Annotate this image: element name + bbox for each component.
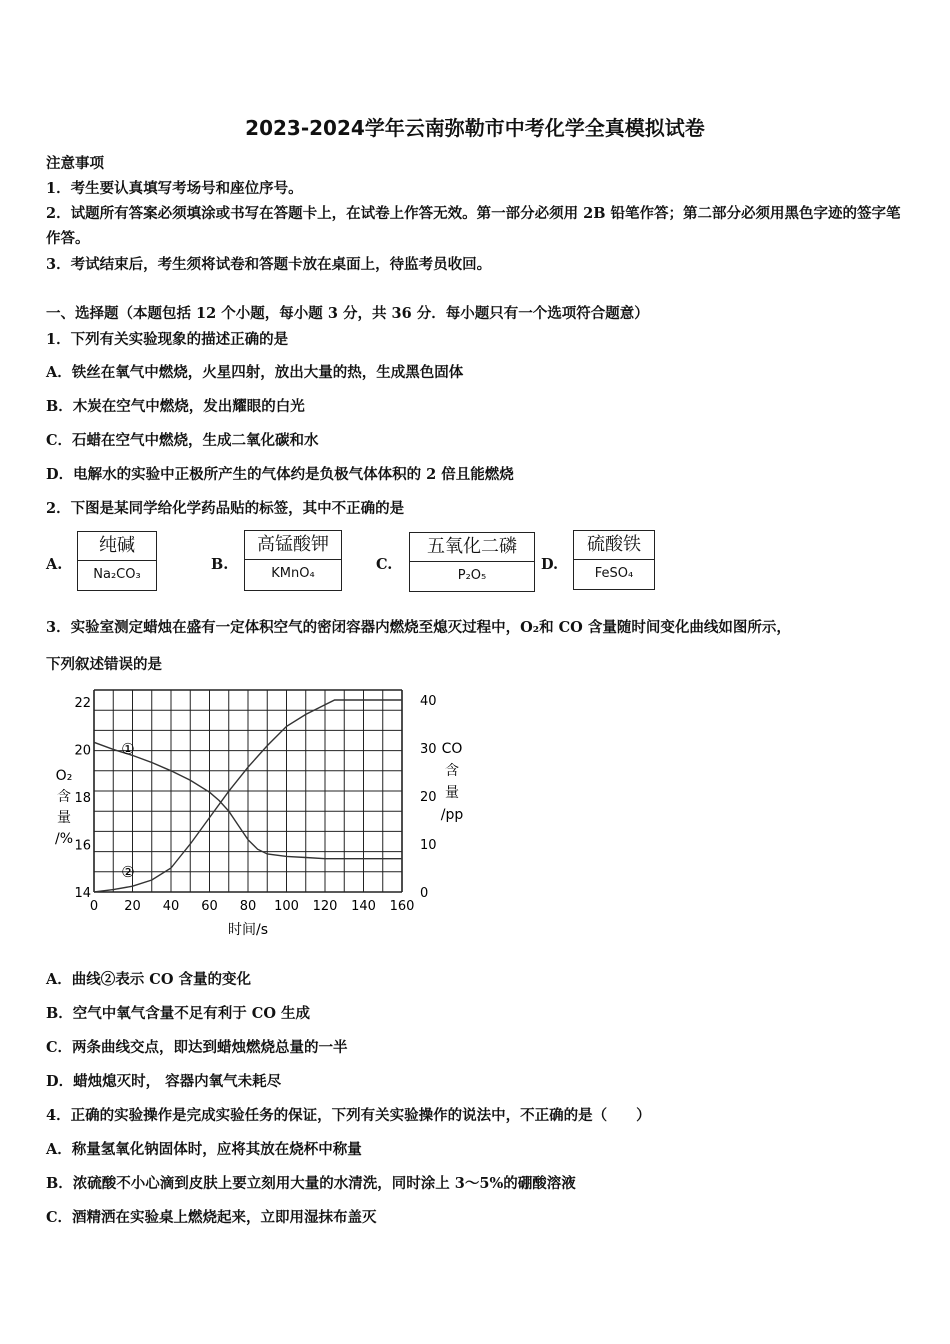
q2-label-c-letter: C. <box>376 556 393 573</box>
notice-heading: 注意事项 <box>46 155 104 172</box>
q4-option-a: A．称量氢氧化钠固体时，应将其放在烧杯中称量 <box>46 1141 362 1158</box>
notice-item-3: 3．考试结束后，考生须将试卷和答题卡放在桌面上，待监考员收回。 <box>46 256 492 273</box>
x-tick-label: 40 <box>162 899 180 914</box>
q3-option-c: C．两条曲线交点，即达到蜡烛燃烧总量的一半 <box>46 1039 348 1056</box>
q2-label-c-formula: P₂O₅ <box>457 568 487 583</box>
q2-label-a-formula: Na₂CO₃ <box>93 567 141 582</box>
x-tick-label: 160 <box>389 899 415 914</box>
q2-label-d-formula: FeSO₄ <box>594 566 634 581</box>
y-right-tick-label: 20 <box>420 790 437 805</box>
x-tick-label: 80 <box>239 899 257 914</box>
x-tick-label: 120 <box>312 899 338 914</box>
page-title: 2023-2024学年云南弥勒市中考化学全真模拟试卷 <box>245 116 705 140</box>
y-right-tick-label: 10 <box>420 838 437 853</box>
y-left-tick-label: 22 <box>74 695 91 711</box>
y-right-tick-label: 0 <box>420 886 429 901</box>
q3-option-b: B．空气中氧气含量不足有利于 CO 生成 <box>46 1005 311 1022</box>
o2-co-chart <box>40 680 480 945</box>
x-tick-label: 100 <box>274 899 299 914</box>
x-tick-label: 60 <box>201 899 218 914</box>
q1-option-a: A．铁丝在氧气中燃烧，火星四射，放出大量的热，生成黑色固体 <box>46 364 464 381</box>
curve-label-1: ① <box>121 740 135 758</box>
q2-label-c-name: 五氧化二磷 <box>410 533 534 562</box>
notice-item-1: 1．考生要认真填写考场号和座位序号。 <box>46 180 303 197</box>
q1-option-c: C．石蜡在空气中燃烧，生成二氧化碳和水 <box>46 432 319 449</box>
q2-stem: 2．下图是某同学给化学药品贴的标签，其中不正确的是 <box>46 500 405 517</box>
y-right-tick-label: 40 <box>420 694 437 709</box>
q1-option-d: D．电解水的实验中正极所产生的气体约是负极气体体积的 2 倍且能燃烧 <box>46 466 514 483</box>
y-left-tick-label: 16 <box>74 838 91 854</box>
q3-option-a: A．曲线②表示 CO 含量的变化 <box>46 971 252 988</box>
y-left-axis-title: 含 <box>57 789 71 805</box>
x-tick-label: 20 <box>124 899 141 914</box>
q4-stem: 4．正确的实验操作是完成实验任务的保证，下列有关实验操作的说法中，不正确的是（ ） <box>46 1107 651 1124</box>
x-axis-title: 时间/s <box>227 922 269 938</box>
y-right-axis-title: /pp <box>440 807 464 823</box>
q2-label-d-letter: D. <box>541 556 559 573</box>
notice-item-2: 2．试题所有答案必须填涂或书写在答题卡上，在试卷上作答无效。第一部分必须用 2B 铅笔作答；第二部分必须用黑色字迹的签字笔作答。 <box>46 205 901 247</box>
q4-option-c: C．酒精洒在实验桌上燃烧起来，立即用湿抹布盖灭 <box>46 1209 377 1226</box>
q2-label-d-name: 硫酸铁 <box>574 531 654 560</box>
q1-stem: 1．下列有关实验现象的描述正确的是 <box>46 331 289 348</box>
q2-label-a-letter: A. <box>46 556 63 573</box>
q2-label-b-formula: KMnO₄ <box>271 566 315 581</box>
q1-option-b: B．木炭在空气中燃烧，发出耀眼的白光 <box>46 398 305 415</box>
q2-label-c <box>409 532 535 592</box>
x-tick-label: 140 <box>351 899 376 914</box>
q2-label-a-name: 纯碱 <box>78 532 156 561</box>
y-left-tick-label: 20 <box>74 743 91 759</box>
y-right-axis-title: CO <box>441 741 463 757</box>
y-right-axis-title: 含 <box>445 763 459 779</box>
chart-grid <box>94 690 402 892</box>
q3-option-d: D．蜡烛熄灭时， 容器内氧气未耗尽 <box>46 1073 282 1090</box>
section-heading: 一、选择题（本题包括 12 个小题，每小题 3 分，共 36 分．每小题只有一个选项符合题意） <box>46 305 649 322</box>
x-tick-label: 0 <box>89 899 99 914</box>
q2-label-b-letter: B. <box>211 556 229 573</box>
y-left-tick-label: 18 <box>74 790 91 806</box>
q3-stem-line2: 下列叙述错误的是 <box>46 656 162 673</box>
curve-label-2: ② <box>121 863 135 881</box>
y-left-axis-title: O₂ <box>55 768 73 784</box>
y-left-tick-label: 14 <box>74 886 91 901</box>
y-right-axis-title: 量 <box>445 785 459 801</box>
y-right-tick-label: 30 <box>420 742 437 757</box>
q2-label-d <box>573 530 655 590</box>
q2-label-a <box>77 531 157 591</box>
y-left-axis-title: /% <box>54 831 74 847</box>
q2-label-b <box>244 530 342 591</box>
y-left-axis-title: 量 <box>57 810 71 826</box>
q3-stem-line1: 3．实验室测定蜡烛在盛有一定体积空气的密闭容器内燃烧至熄灭过程中，O₂和 CO 含量随时间变化曲线如图所示， <box>46 619 791 636</box>
q2-label-b-name: 高锰酸钾 <box>245 531 341 560</box>
q4-option-b: B．浓硫酸不小心滴到皮肤上要立刻用大量的水清洗，同时涂上 3～5%的硼酸溶液 <box>46 1175 576 1192</box>
